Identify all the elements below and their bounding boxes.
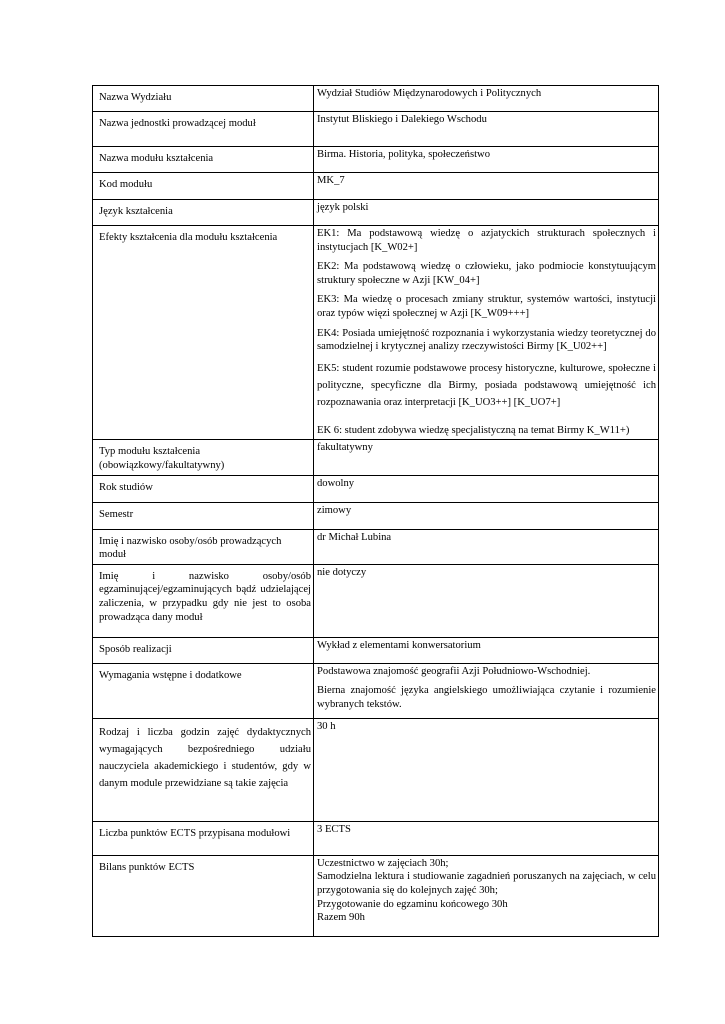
lecturer-label: Imię i nazwisko osoby/osób prowadzących moduł <box>93 529 314 564</box>
requirement-item: Podstawowa znajomość geografii Azji Południowo-Wschodniej. <box>317 665 591 677</box>
ects-balance-item: Razem 90h <box>317 912 365 924</box>
table-row <box>93 502 659 529</box>
faculty-value: Wydział Studiów Międzynarodowych i Politycznych <box>314 86 659 112</box>
table-row <box>93 112 659 147</box>
faculty-label: Nazwa Wydziału <box>93 86 314 112</box>
year-label: Rok studiów <box>93 475 314 502</box>
ects-balance-value <box>314 855 659 936</box>
ects-balance-item: Przygotowanie do egzaminu końcowego 30h <box>317 898 508 910</box>
outcomes-label: Efekty kształcenia dla modułu kształcenia <box>93 226 314 440</box>
module-description-table <box>92 85 659 937</box>
table-row <box>93 86 659 112</box>
outcomes-value <box>314 226 659 440</box>
requirements-value <box>314 663 659 718</box>
method-value: Wykład z elementami konwersatorium <box>314 637 659 663</box>
examiner-label: Imię i nazwisko osoby/osób egzaminującej/egzaminujących bądź udzielającej zaliczenia, w przypadku gdy nie jest to osoba prowadząca dany moduł <box>93 564 314 637</box>
type-value: fakultatywny <box>314 440 659 475</box>
table-row <box>93 226 659 440</box>
table-row <box>93 855 659 936</box>
table-row <box>93 663 659 718</box>
unit-value: Instytut Bliskiego i Dalekiego Wschodu <box>314 112 659 147</box>
semester-value: zimowy <box>314 502 659 529</box>
requirement-item: Bierna znajomość języka angielskiego umożliwiająca czytanie i rozumienie wybranych tekstów. <box>317 685 656 710</box>
method-label: Sposób realizacji <box>93 637 314 663</box>
table-row <box>93 173 659 200</box>
language-label: Język kształcenia <box>93 200 314 226</box>
module-name-label: Nazwa modułu kształcenia <box>93 147 314 173</box>
outcome-ek6: EK 6: student zdobywa wiedzę specjalistyczną na temat Birmy K_W11+) <box>317 424 630 436</box>
table-row <box>93 637 659 663</box>
table-row <box>93 147 659 173</box>
ects-balance-label: Bilans punktów ECTS <box>93 855 314 936</box>
table-row <box>93 529 659 564</box>
ects-balance-item: Samodzielna lektura i studiowanie zagadnień poruszanych na zajęciach, w celu przygotowania się do kolejnych zajęć 30h; <box>317 871 656 896</box>
ects-balance-item: Uczestnictwo w zajęciach 30h; <box>317 857 449 869</box>
ects-label: Liczba punktów ECTS przypisana modułowi <box>93 821 314 855</box>
outcome-ek5: EK5: student rozumie podstawowe procesy historyczne, kulturowe, społeczne i polityczne, specyficzne dla Birmy, posiada podstawową umiejętność ich rozpoznawania oraz interpretacji [K_UO3++] [K_UO7+] <box>317 362 656 408</box>
table-row <box>93 821 659 855</box>
requirements-label: Wymagania wstępne i dodatkowe <box>93 663 314 718</box>
table-row <box>93 440 659 475</box>
semester-label: Semestr <box>93 502 314 529</box>
hours-label: Rodzaj i liczba godzin zajęć dydaktycznych wymagających bezpośredniego udziału nauczyciela akademickiego i studentów, gdy w danym module przewidziane są takie zajęcia <box>93 718 314 821</box>
table-row <box>93 475 659 502</box>
outcome-ek1: EK1: Ma podstawową wiedzę o azjatyckich strukturach społecznych i instytucjach [K_W02+] <box>317 228 656 253</box>
module-code-label: Kod modułu <box>93 173 314 200</box>
outcome-ek4: EK4: Posiada umiejętność rozpoznania i wykorzystania wiedzy teoretycznej do samodzielnej i krytycznej analizy rzeczywistości Birmy [K_U02++] <box>317 327 656 353</box>
hours-value: 30 h <box>314 718 659 821</box>
table-row <box>93 564 659 637</box>
outcome-ek3: EK3: Ma wiedzę o procesach zmiany struktur, systemów wartości, instytucji oraz typów więzi społecznej w Azji [K_W09+++] <box>317 294 656 319</box>
year-value: dowolny <box>314 475 659 502</box>
lecturer-value: dr Michał Lubina <box>314 529 659 564</box>
table-row <box>93 200 659 226</box>
ects-value: 3 ECTS <box>314 821 659 855</box>
module-code-value: MK_7 <box>314 173 659 200</box>
type-label: Typ modułu kształcenia (obowiązkowy/fakultatywny) <box>93 440 314 475</box>
examiner-value: nie dotyczy <box>314 564 659 637</box>
module-name-value: Birma. Historia, polityka, społeczeństwo <box>314 147 659 173</box>
unit-label: Nazwa jednostki prowadzącej moduł <box>93 112 314 147</box>
language-value: język polski <box>314 200 659 226</box>
outcome-ek2: EK2: Ma podstawową wiedzę o człowieku, jako podmiocie konstytuującym struktury społeczne w Azji [KW_04+] <box>317 261 656 286</box>
table-row <box>93 718 659 821</box>
